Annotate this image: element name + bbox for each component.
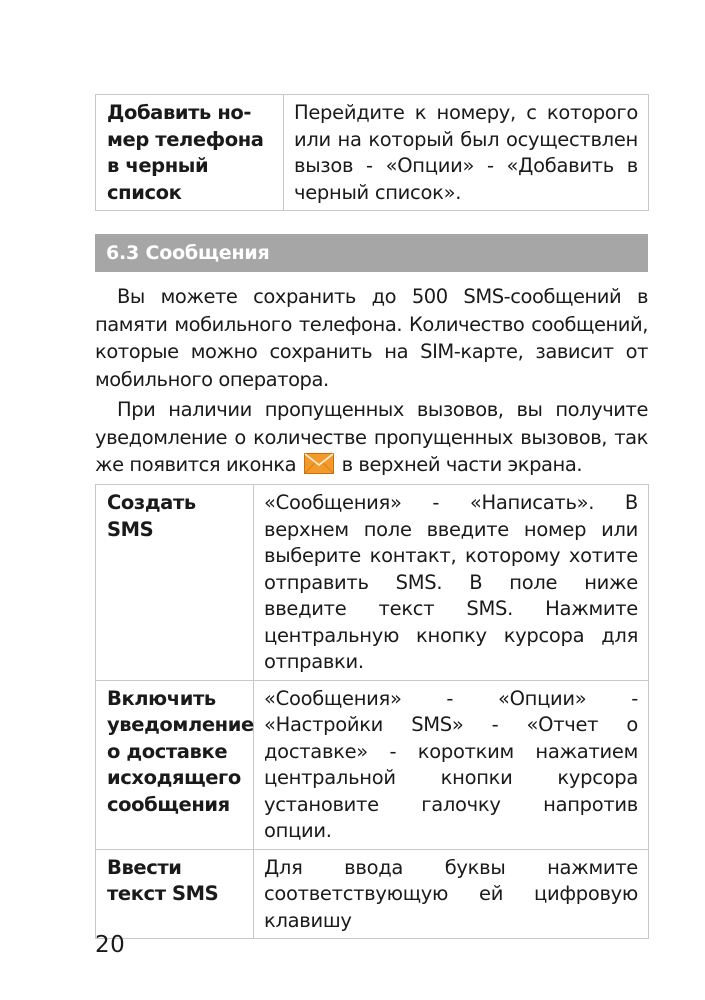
missed-calls-paragraph [95, 396, 648, 479]
blacklist-table [95, 94, 649, 211]
table-cell-action [96, 680, 254, 849]
table-cell-action [96, 95, 284, 211]
table-cell-description [254, 485, 649, 681]
blacklist-description: Перейдите к номеру, с которого или на который был осуществлен вызов - «Опции» - «Добавить в черный список». [294, 101, 638, 204]
section-heading: 6.3 Сообщения [95, 234, 648, 272]
missed-calls-text: При наличии пропущенных вызовов, вы получите уведомление о количестве пропущенных вызовов, так же появится иконка [95, 398, 648, 476]
table-cell-description [284, 95, 649, 211]
table-row [96, 680, 649, 849]
page-number: 20 [95, 932, 126, 958]
table-cell-description [254, 849, 649, 939]
table-row [96, 485, 649, 681]
table-cell-action [96, 849, 254, 939]
table-cell-action [96, 485, 254, 681]
envelope-icon [304, 453, 334, 474]
table-row [96, 849, 649, 939]
sms-description-delivery-report: «Сообщения» - «Опции» - «Настройки SMS» - «Отчет о доставке» - коротким нажатием центральной кнопки курсора установите галочку напротив опции. [264, 686, 638, 842]
blacklist-action: Добавить но-мер телефона в черный список [107, 101, 264, 204]
table-row [96, 95, 649, 211]
sms-instructions-table [95, 484, 649, 939]
table-cell-description [254, 680, 649, 849]
sms-description-enter-text: Для ввода буквы нажмите соответствующую ей цифровую клавишу [264, 855, 638, 932]
sms-action-enter-text: Ввести текст SMS [107, 855, 219, 905]
sms-action-delivery-report: Включить уведомление о доставке исходящего сообщения [107, 686, 254, 816]
missed-calls-text-end: в верхней части экрана. [341, 453, 583, 476]
sms-description-create: «Сообщения» - «Написать». В верхнем поле введите номер или выберите контакт, которому хотите отправить SMS. В поле ниже введите текст SMS. Нажмите центральную кнопку курсора для отправки. [264, 491, 638, 673]
messages-intro-paragraph: Вы можете сохранить до 500 SMS-сообщений в памяти мобильного телефона. Количество сообщений, которые можно сохранить на SIM-карте, зависит от мобильного оператора. [95, 285, 648, 391]
sms-action-create: Создать SMS [107, 491, 196, 541]
